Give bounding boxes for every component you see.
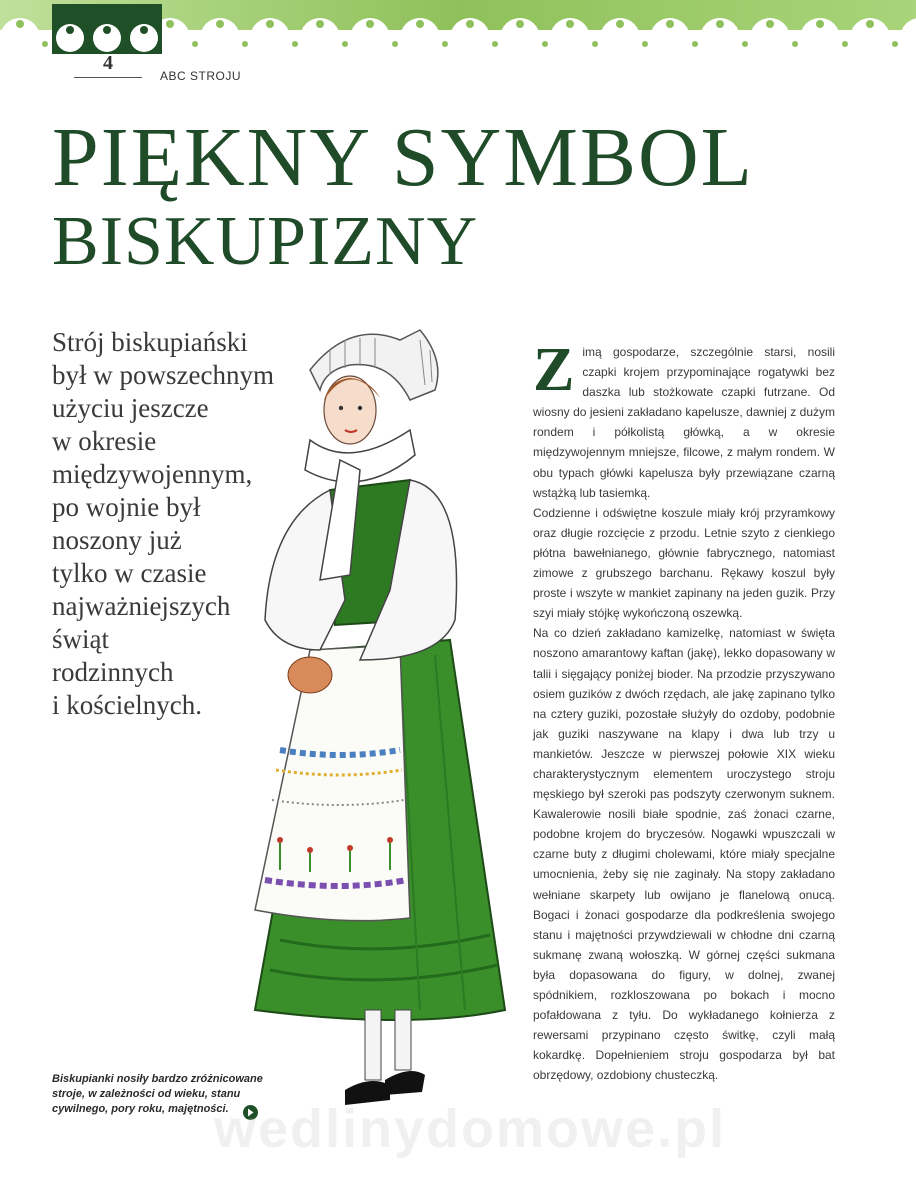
lead-line: i kościelnych. — [52, 690, 202, 720]
page-number: 4 — [103, 52, 113, 74]
page-number-tab — [52, 4, 162, 54]
section-label: ABC STROJU — [160, 69, 242, 83]
lead-line: najważniejszych — [52, 591, 231, 621]
costume-illustration — [250, 320, 520, 1130]
lead-line: świąt — [52, 624, 109, 654]
caption-line: cywilnego, pory roku, majętności. — [52, 1103, 229, 1115]
lead-line: Strój biskupiański — [52, 327, 248, 357]
title-line-2: BISKUPIZNY — [52, 203, 479, 280]
body-paragraph: imą gospodarze, szczególnie starsi, nosili czapki krojem przypominające rogatywki bez daszka lub stożkowate czapki futrzane. Od wiosny do jesieni zakładano kapelusze, dawniej z dużym rondem i półkolistą główką, a w okresie międzywojennym mniejsze, filcowe, z małym rondem. W obu typach główki kapelusza były przewiązane czarną wstążką lub tasiemką. — [533, 345, 835, 500]
lead-line: tylko w czasie — [52, 558, 207, 588]
page-tab-lace — [52, 4, 162, 54]
lead-line: rodzinnych — [52, 657, 174, 687]
lead-line: był w powszechnym — [52, 360, 274, 390]
caption-line: Biskupianki nosiły bardzo zróżnicowane — [52, 1073, 263, 1085]
drop-cap: Z — [533, 336, 575, 404]
watermark: wedlinydomowe.pl — [213, 1099, 727, 1159]
lead-line: w okresie — [52, 426, 157, 456]
lead-line: użyciu jeszcze — [52, 393, 209, 423]
body-paragraph: Codzienne i odświętne koszule miały krój przyramkowy oraz długie rozcięcie z przodu. Letnie szyto z cienkiego płótna bawełnianego, głównie fabrycznego, natomiast zimowe z grubszego barchanu. Rękawy koszul były proste i wszyte w mankiet zapinany na jeden guzik. Przy szyi miały stójkę wykończoną oszewką. — [533, 505, 835, 621]
article-body — [533, 336, 835, 1085]
page-number-rule — [74, 77, 142, 78]
body-paragraph: Na co dzień zakładano kamizelkę, natomiast w święta noszono amarantowy kaftan (jakę), lekko dopasowany w talii i sięgający poniżej bioder. Na przodzie przyszywano osiem guzików z dwóch rzędach, ale jakę zapinano tylko na cztery guziki, pozostałe służyły do ozdoby, podobnie jak guziki naszywane na klapy i dwa lub trzy u mankietów. Jeszcze w pierwszej połowie XIX wieku charakterystycznym elementem uroczystego stroju męskiego był szeroki pas podszyty czerwonym suknem. Kawalerowie nosili białe spodnie, zaś żonaci czarne, podobne krojem do bryczesów. Nogawki wpuszczali w czarne buty z długimi cholewami, które miały specjalne umocnienia, żeby się nie zaginały. Na stopy zakładano wełniane skarpety lub owijano je flanelową onucą. Bogaci i żonaci gospodarze dla podkreślenia swojego stanu i majętności przywdziewali w chłodne dni czarną sukmanę zwaną wołoszką. W górnej części sukmana była dopasowana do figury, w dolnej, zwanej spódnikiem, rozkloszowana po bokach i mocno pofałdowana z tyłu. Do wykładanego kołnierza z rewersami przypinano często świtkę, czyli małą kokardkę. Dopełnieniem stroju gospodarza był bat obrzędowy, ozdobiony chusteczką. — [533, 626, 835, 1083]
lead-line: po wojnie był — [52, 492, 201, 522]
lead-line: noszony już — [52, 525, 182, 555]
page-title — [52, 112, 754, 280]
folk-costume-drawing — [250, 320, 520, 1130]
title-line-1: PIĘKNY SYMBOL — [52, 111, 754, 204]
caption-line: stroje, w zależności od wieku, stanu — [52, 1088, 241, 1100]
lead-line: międzywojennym, — [52, 459, 253, 489]
